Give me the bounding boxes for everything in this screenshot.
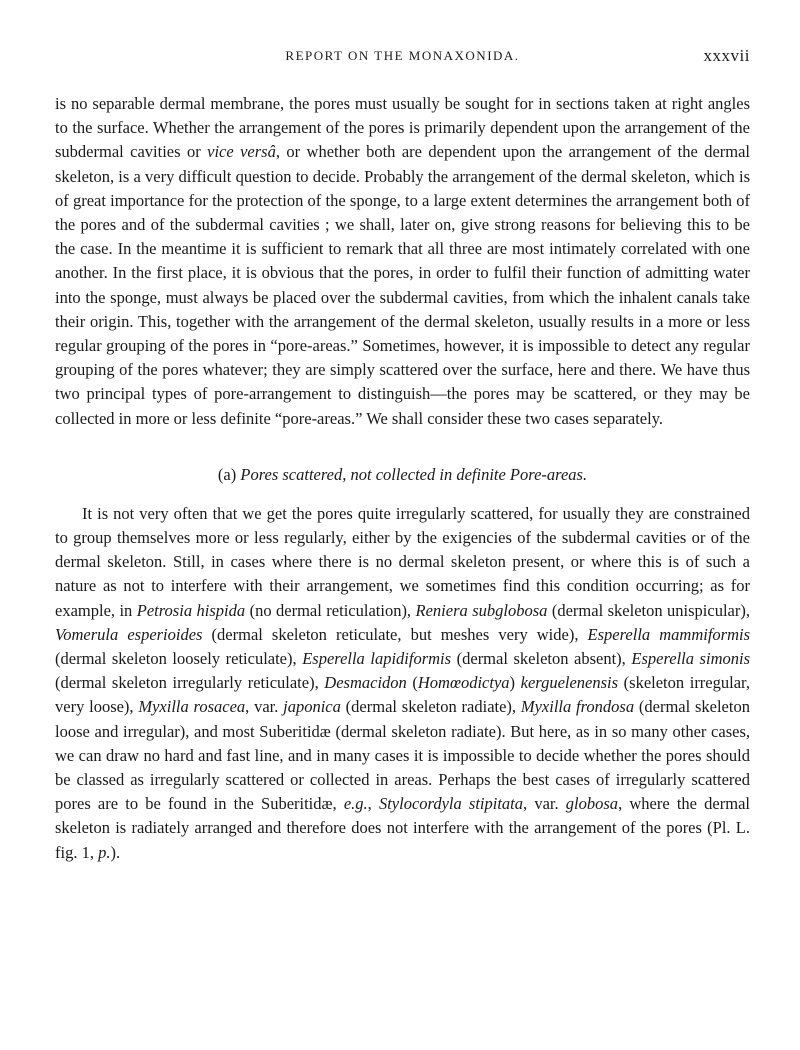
italic-text-run: Stylocordyla stipitata bbox=[378, 794, 524, 814]
italic-text-run: Desmacidon bbox=[324, 673, 407, 693]
running-title: REPORT ON THE MONAXONIDA. bbox=[285, 48, 520, 63]
text-run: ). bbox=[110, 842, 121, 862]
page bbox=[55, 48, 750, 865]
italic-text-run: Reniera subglobosa bbox=[415, 600, 548, 620]
text-run: ) bbox=[509, 673, 521, 693]
italic-text-run: Esperella lapidiformis bbox=[302, 649, 452, 669]
text-run: (skeleton irregular, very loose), bbox=[55, 673, 750, 717]
italic-text-run: e.g. bbox=[343, 794, 368, 814]
text-run: It is not very often that we get the pores quite irregularly scattered, for usually they are constrained to group themselves more or less regularly, either by the exigencies of the subdermal cavities or of the dermal skeleton. Still, in cases where there is no dermal skeleton present, or where this is of such a nature as not to interfere with their arrangement, we sometimes find this condition occurring; as for example, in bbox=[55, 503, 750, 620]
paragraph-continuation bbox=[55, 92, 750, 431]
text-run: , or whether both are dependent upon the arrangement of the dermal skeleton, is a very difficult question to decide. Probably the arrangement of the dermal skeleton, which is of great importance for the protection of the sponge, to a large extent determines the arrangement both of the pores and of the subdermal cavities ; we shall, later on, give strong reasons for believing this to be the case. In the meantime it is sufficient to remark that all three are most intimately correlated with one another. In the first place, it is obvious that the pores, in order to fulfil their function of admitting water into the sponge, must always be placed over the subdermal cavities, from which the inhalent canals take their origin. This, together with the arrangement of the dermal skeleton, usually results in a more or less regular grouping of the pores in “pore-areas.” Sometimes, however, it is impossible to detect any regular grouping of the pores whatever; they are simply scattered over the surface, here and there. We have thus two principal types of pore-arrangement to distinguish—the pores may be scattered, or they may be collected in more or less definite “pore-areas.” We shall consider these two cases separately. bbox=[55, 142, 751, 428]
text-run: (dermal skeleton loosely reticulate), bbox=[55, 649, 303, 669]
text-run: (dermal skeleton absent), bbox=[451, 649, 632, 669]
text-run: , var. bbox=[245, 697, 284, 717]
running-head bbox=[55, 48, 750, 72]
text-run: , var. bbox=[523, 794, 566, 814]
italic-text-run: Esperella simonis bbox=[631, 649, 750, 669]
section-heading bbox=[55, 465, 750, 485]
page-number: xxxvii bbox=[703, 46, 750, 65]
text-run: (dermal skeleton loose and irregular), and most Suberitidæ (dermal skeleton radiate). But here, as in so many other cases, we can draw no hard and fast line, and in many cases it is impossible to decide whether the pores should be classed as irregularly scattered or collected in areas. Perhaps the best cases of irregularly scattered pores are to be found in the Suberitidæ, bbox=[55, 697, 750, 814]
italic-text-run: globosa bbox=[565, 794, 619, 814]
text-run: (dermal skeleton irregularly reticulate), bbox=[55, 673, 325, 693]
section-title: Pores scattered, not collected in definite Pore-areas. bbox=[240, 464, 588, 484]
italic-text-run: Esperella mammiformis bbox=[587, 624, 751, 644]
italic-text-run: japonica bbox=[283, 697, 341, 717]
text-run: , where the dermal skeleton is radiately arranged and therefore does not interfere with the arrangement of the pores (Pl. L. fig. 1, bbox=[55, 794, 750, 862]
text-run: (dermal skeleton unispicular), bbox=[547, 600, 750, 620]
text-run: , bbox=[367, 794, 379, 814]
section-label: (a) bbox=[217, 464, 237, 484]
italic-text-run: Myxilla frondosa bbox=[520, 697, 635, 717]
text-run: is no separable dermal membrane, the pores must usually be sought for in sections taken at right angles to the surface. Whether the arrangement of the pores is primarily dependent upon the arrangement of the subdermal cavities or bbox=[55, 94, 750, 162]
italic-text-run: Vomerula esperioides bbox=[55, 624, 203, 644]
text-run: ( bbox=[406, 673, 418, 693]
italic-text-run: Homœodictya bbox=[417, 673, 510, 693]
italic-text-run: Petrosia hispida bbox=[136, 600, 246, 620]
text-run: (dermal skeleton reticulate, but meshes very wide), bbox=[202, 624, 588, 644]
paragraph-pores-scattered bbox=[55, 502, 750, 865]
italic-text-run: p. bbox=[98, 842, 111, 862]
text-run: (dermal skeleton radiate), bbox=[340, 697, 521, 717]
italic-text-run: vice versâ bbox=[207, 142, 276, 162]
italic-text-run: kerguelenensis bbox=[520, 673, 619, 693]
italic-text-run: Myxilla rosacea bbox=[138, 697, 246, 717]
text-run: (no dermal reticulation), bbox=[245, 600, 416, 620]
